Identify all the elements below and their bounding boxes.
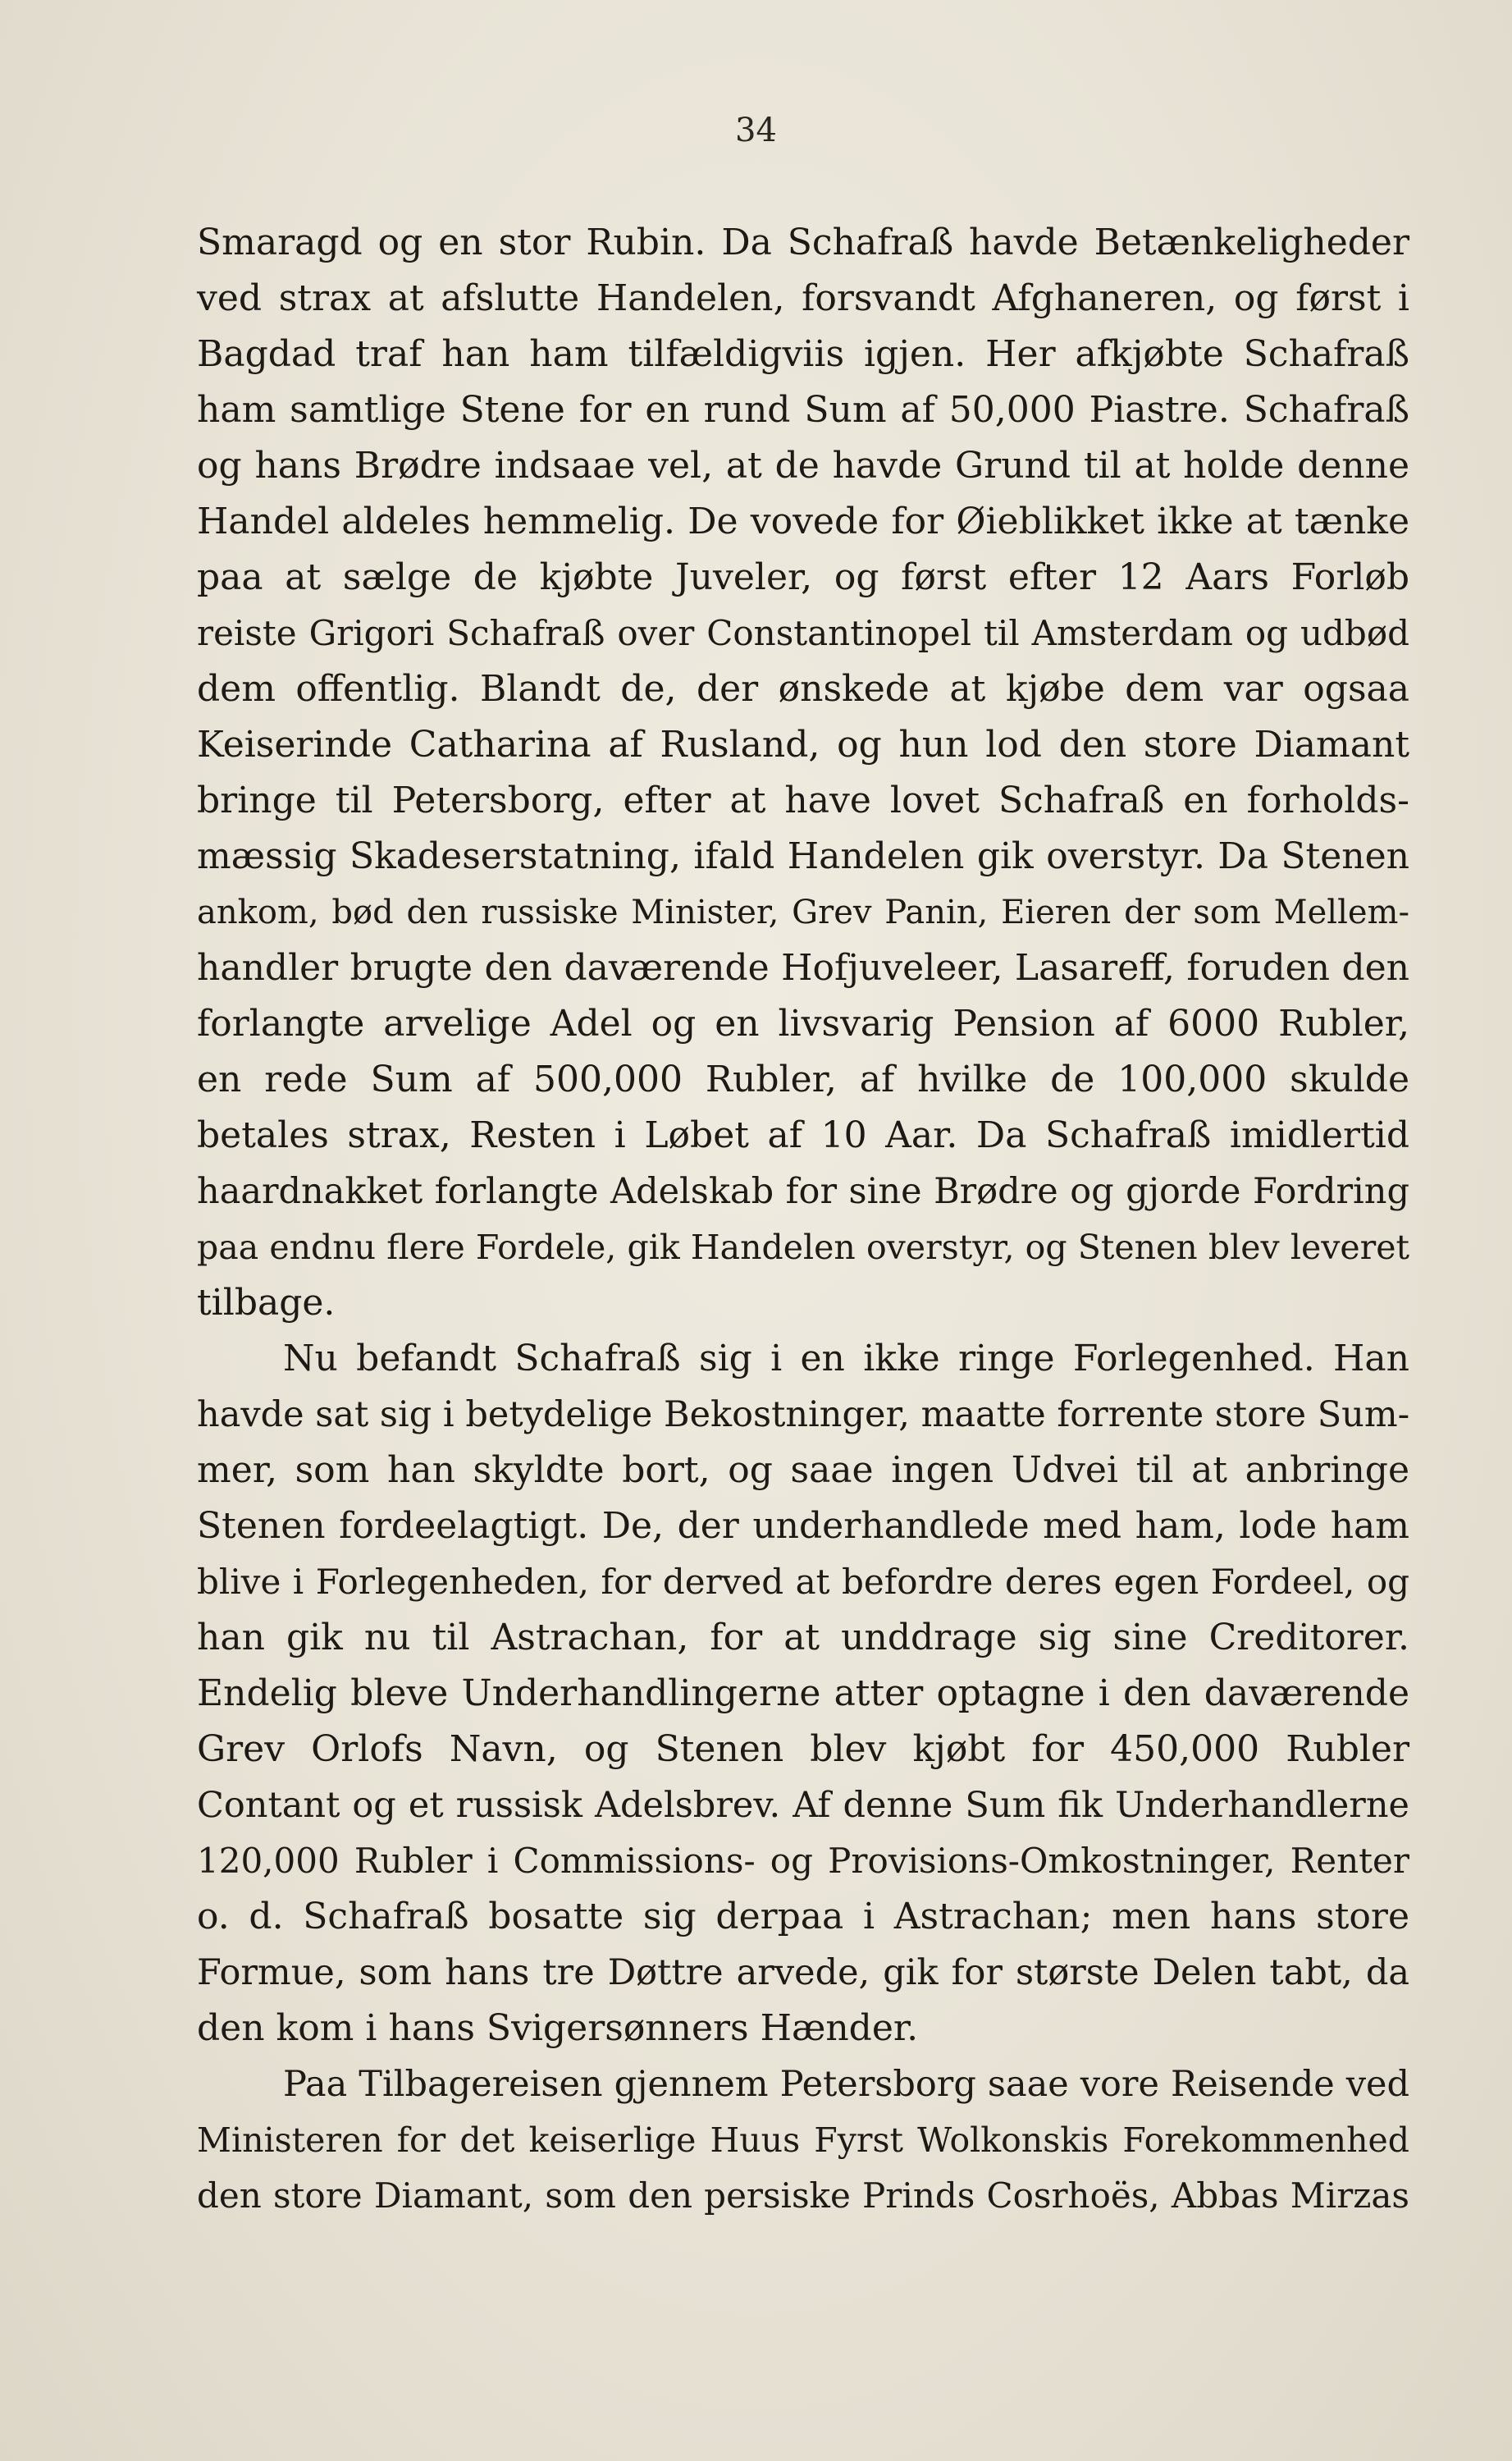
text-line: paa at sælge de kjøbte Juveler, og først efter 12 Aars Forløb [197,556,1409,598]
text-line: den store Diamant, som den persiske Prinds Cosrhoës, Abbas Mirzas [197,2175,1409,2216]
text-line: betales strax, Resten i Løbet af 10 Aar. Da Schafraß imidlertid [197,1114,1409,1156]
text-line: dem offentlig. Blandt de, der ønskede at kjøbe dem var ogsaa [197,668,1409,710]
text-line: den kom i hans Svigersønners Hænder. [197,2007,919,2049]
text-line: mæssig Skadeserstatning, ifald Handelen gik overstyr. Da Stenen [197,835,1409,877]
text-line: haardnakket forlangte Adelskab for sine Brødre og gjorde Fordring [197,1171,1409,1212]
text-line: reiste Grigori Schafraß over Constantinopel til Amsterdam og udbød [197,613,1409,653]
text-line: o. d. Schafraß bosatte sig derpaa i Astrachan; men hans store [197,1896,1409,1937]
text-line: blive i Forlegenheden, for derved at befordre deres egen Fordeel, og [197,1562,1409,1602]
text-line: Smaragd og en stor Rubin. Da Schafraß havde Betænkeligheder [197,222,1409,263]
body-text [197,215,1409,2224]
text-line: Bagdad traf han ham tilfældigviis igjen. Her afkjøbte Schafraß [197,333,1409,375]
text-line: Handel aldeles hemmelig. De vovede for Øieblikket ikke at tænke [197,501,1409,542]
text-line: Endelig bleve Underhandlingerne atter optagne i den daværende [197,1672,1409,1714]
text-line: handler brugte den daværende Hofjuveleer, Lasareff, foruden den [197,947,1409,989]
text-line: 120,000 Rubler i Commissions- og Provisions-Omkostninger, Renter [197,1841,1409,1881]
text-line: ankom, bød den russiske Minister, Grev Panin, Eieren der som Mellem- [197,894,1409,931]
text-line: en rede Sum af 500,000 Rubler, af hvilke de 100,000 skulde [197,1059,1409,1100]
text-line: bringe til Petersborg, efter at have lovet Schafraß en forholds- [197,780,1409,821]
text-line: Ministeren for det keiserlige Huus Fyrst Wolkonskis Forekommenhed [197,2120,1409,2160]
text-line: ved strax at afslutte Handelen, forsvandt Afghaneren, og først i [197,277,1409,319]
text-line: mer, som han skyldte bort, og saae ingen Udvei til at anbringe [197,1449,1409,1491]
text-line: og hans Brødre indsaae vel, at de havde Grund til at holde denne [197,445,1409,487]
text-line: havde sat sig i betydelige Bekostninger, maatte forrente store Sum- [197,1394,1410,1435]
text-line: forlangte arvelige Adel og en livsvarig Pension af 6000 Rubler, [197,1003,1409,1045]
text-line: paa endnu flere Fordele, gik Handelen overstyr, og Stenen blev leveret [197,1228,1409,1267]
text-line: han gik nu til Astrachan, for at unddrage sig sine Creditorer. [197,1617,1409,1658]
text-line: Paa Tilbagereisen gjennem Petersborg saae vore Reisende ved [283,2064,1409,2105]
text-line: Stenen fordeelagtigt. De, der underhandlede med ham, lode ham [197,1505,1409,1547]
text-line: Grev Orlofs Navn, og Stenen blev kjøbt for 450,000 Rubler [197,1728,1409,1770]
text-line: Keiserinde Catharina af Rusland, og hun lod den store Diamant [197,724,1409,766]
text-line: Contant og et russisk Adelsbrev. Af denne Sum fik Underhandlerne [197,1785,1409,1826]
text-line: tilbage. [197,1282,336,1324]
text-line: Formue, som hans tre Døttre arvede, gik for største Delen tabt, da [197,1952,1409,1993]
text-line: Nu befandt Schafraß sig i en ikke ringe Forlegenhed. Han [283,1338,1409,1379]
text-line: ham samtlige Stene for en rund Sum af 50,000 Piastre. Schafraß [197,389,1409,431]
page-number: 34 [735,112,777,149]
